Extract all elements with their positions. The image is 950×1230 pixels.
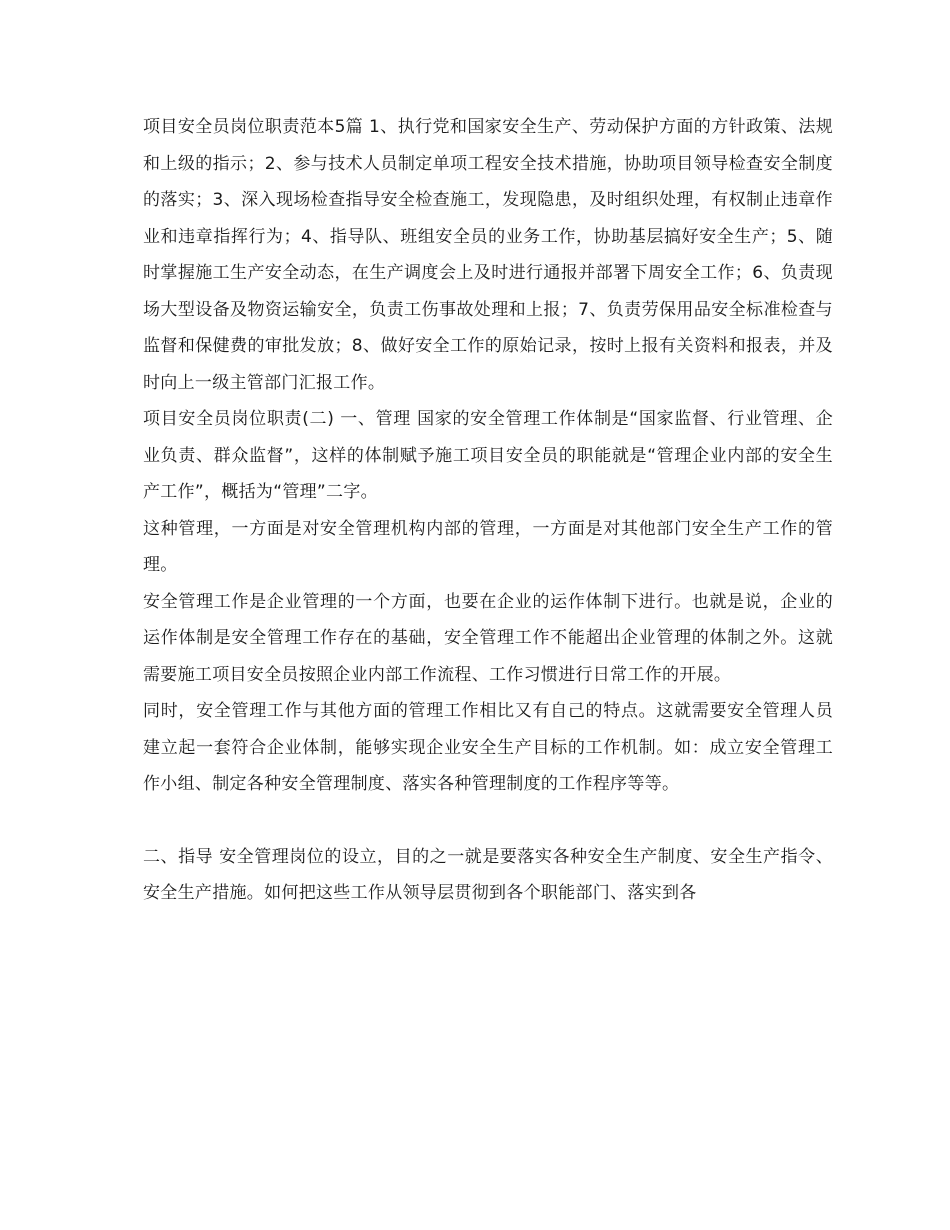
- paragraph-duties-list: 项目安全员岗位职责范本5篇 1、执行党和国家安全生产、劳动保护方面的方针政策、法规和上级的指示；2、参与技术人员制定单项工程安全技术措施，协助项目领导检查安全制度的落实；3、深入现场检查指导安全检查施工，发现隐患，及时组织处理，有权制止违章作业和违章指挥行为；4、指导队、班组安全员的业务工作，协助基层搞好安全生产；5、随时掌握施工生产安全动态，在生产调度会上及时进行通报并部署下周安全工作；6、负责现场大型设备及物资运输安全，负责工伤事故处理和上报；7、负责劳保用品安全标准检查与监督和保健费的审批发放；8、做好安全工作的原始记录，按时上报有关资料和报表，并及时向上一级主管部门汇报工作。: [143, 117, 833, 393]
- paragraph-management-scope: 这种管理，一方面是对安全管理机构内部的管理，一方面是对其他部门安全生产工作的管理。: [143, 518, 833, 575]
- paragraph-spacer: [143, 803, 833, 839]
- paragraph-management-intro: 项目安全员岗位职责(二) 一、管理 国家的安全管理工作体制是“国家监督、行业管理、企业负责、群众监督”，这样的体制赋予施工项目安全员的职能就是“管理企业内部的安全生产工作”，概括为“管理”二字。: [143, 409, 833, 502]
- paragraph-guidance: 二、指导 安全管理岗位的设立，目的之一就是要落实各种安全生产制度、安全生产指令、安全生产措施。如何把这些工作从领导层贯彻到各个职能部门、落实到各: [143, 846, 833, 903]
- paragraph-enterprise-system: 安全管理工作是企业管理的一个方面，也要在企业的运作体制下进行。也就是说，企业的运作体制是安全管理工作存在的基础，安全管理工作不能超出企业管理的体制之外。这就需要施工项目安全员按照企业内部工作流程、工作习惯进行日常工作的开展。: [143, 591, 833, 685]
- paragraph-work-mechanism: 同时，安全管理工作与其他方面的管理工作相比又有自己的特点。这就需要安全管理人员建立起一套符合企业体制，能够实现企业安全生产目标的工作机制。如：成立安全管理工作小组、制定各种安全管理制度、落实各种管理制度的工作程序等等。: [143, 701, 833, 794]
- document-body: [143, 109, 833, 912]
